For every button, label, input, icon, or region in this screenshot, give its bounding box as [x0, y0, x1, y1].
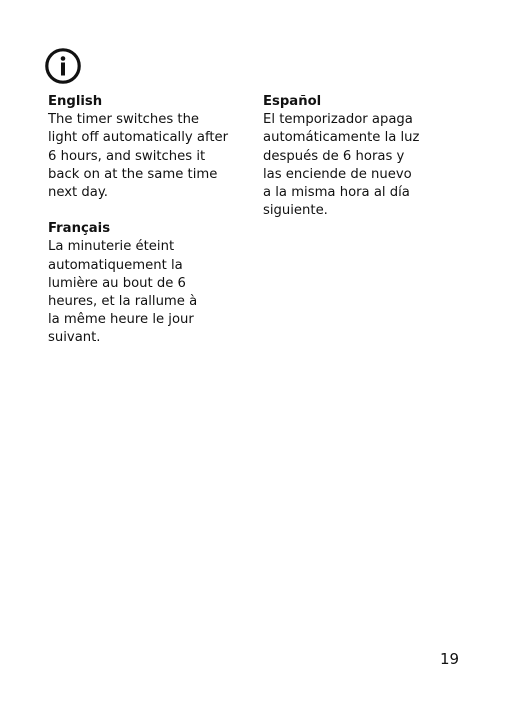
info-icon [45, 48, 81, 84]
page-number: 19 [440, 650, 460, 668]
left-column [48, 93, 248, 366]
english-heading: English [48, 94, 103, 109]
english-text: The timer switches the light off automatically after 6 hours, and switches it back on at the same time next day. [48, 112, 229, 201]
espanol-heading: Español [263, 94, 322, 109]
section-english [48, 93, 248, 202]
francais-text: La minuterie éteint automatiquement la lumière au bout de 6 heures, et la rallume à la même heure le jour suivant. [48, 239, 198, 346]
right-column [263, 93, 463, 238]
section-espanol [263, 93, 463, 220]
francais-heading: Français [48, 221, 111, 237]
section-francais [48, 220, 248, 347]
espanol-text: El temporizador apaga automáticamente la luz después de 6 horas y las enciende de nuevo a la misma hora al día siguiente. [263, 112, 420, 219]
